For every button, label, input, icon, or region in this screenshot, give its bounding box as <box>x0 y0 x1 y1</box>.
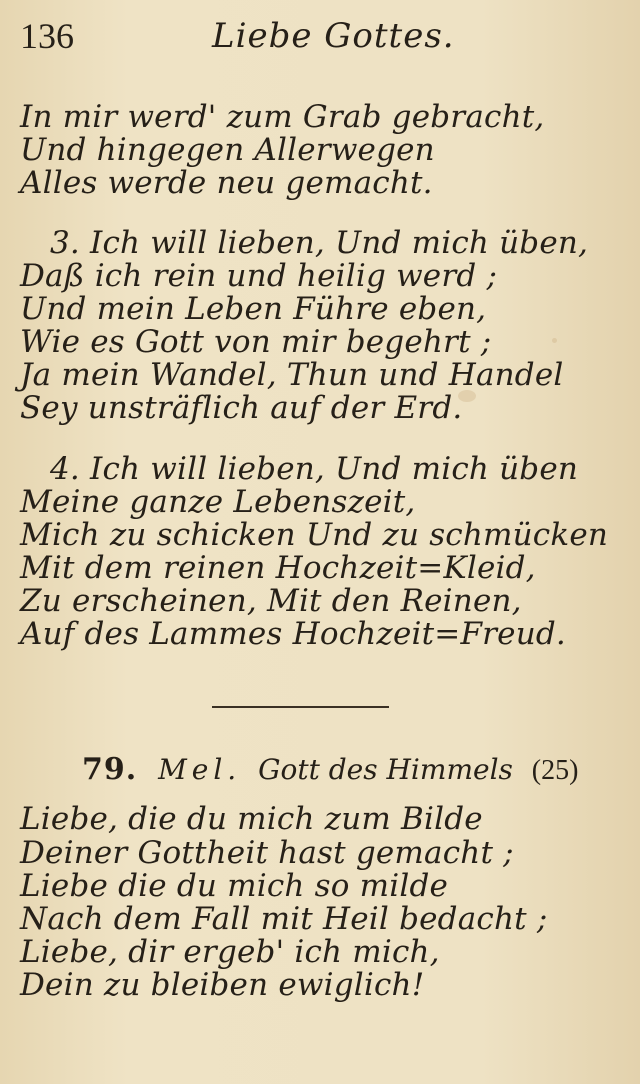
verse-line: Alles werde neu gemacht. <box>20 165 433 201</box>
stanza-3-line: 3. Ich will lieben, Und mich üben, <box>50 225 589 261</box>
stanza-4-line: Zu erscheinen, Mit den Reinen, <box>20 583 522 619</box>
stanza-4-line: 4. Ich will lieben, Und mich üben <box>50 451 579 487</box>
running-head: Liebe Gottes. <box>212 16 455 56</box>
stanza-3-line: Sey unsträflich auf der Erd. <box>20 390 463 426</box>
section-divider <box>212 706 389 708</box>
stanza-3-line: Wie es Gott von mir begehrt ; <box>20 324 492 360</box>
tune-reference: (25) <box>531 755 579 786</box>
stanza-3-line: Daß ich rein und heilig werd ; <box>20 258 498 294</box>
hymn-line: Deiner Gottheit hast gemacht ; <box>20 835 514 871</box>
tune-name: Gott des Himmels <box>258 753 513 786</box>
stanza-4-line: Mit dem reinen Hochzeit=Kleid, <box>20 550 536 586</box>
hymn-header <box>82 752 578 789</box>
hymn-line: Liebe die du mich so milde <box>20 868 449 904</box>
verse-line: In mir werd' zum Grab gebracht, <box>20 99 545 135</box>
hymn-line: Nach dem Fall mit Heil bedacht ; <box>20 901 548 937</box>
page-number: 136 <box>20 16 74 56</box>
stanza-4-line: Mich zu schicken Und zu schmücken <box>20 517 609 553</box>
hymn-line: Dein zu bleiben ewiglich! <box>20 967 425 1003</box>
hymn-line: Liebe, die du mich zum Bilde <box>20 801 483 837</box>
paper-stain <box>552 338 557 343</box>
stanza-4-line: Meine ganze Lebenszeit, <box>20 484 416 520</box>
verse-line: Und hingegen Allerwegen <box>20 132 435 168</box>
stanza-4-line: Auf des Lammes Hochzeit=Freud. <box>20 616 566 652</box>
hymn-line: Liebe, dir ergeb' ich mich, <box>20 934 440 970</box>
melody-label: Mel. <box>158 753 242 786</box>
stanza-3-line: Und mein Leben Führe eben, <box>20 291 487 327</box>
hymn-number: 79. <box>82 752 138 787</box>
stanza-3-line: Ja mein Wandel, Thun und Handel <box>20 357 564 393</box>
